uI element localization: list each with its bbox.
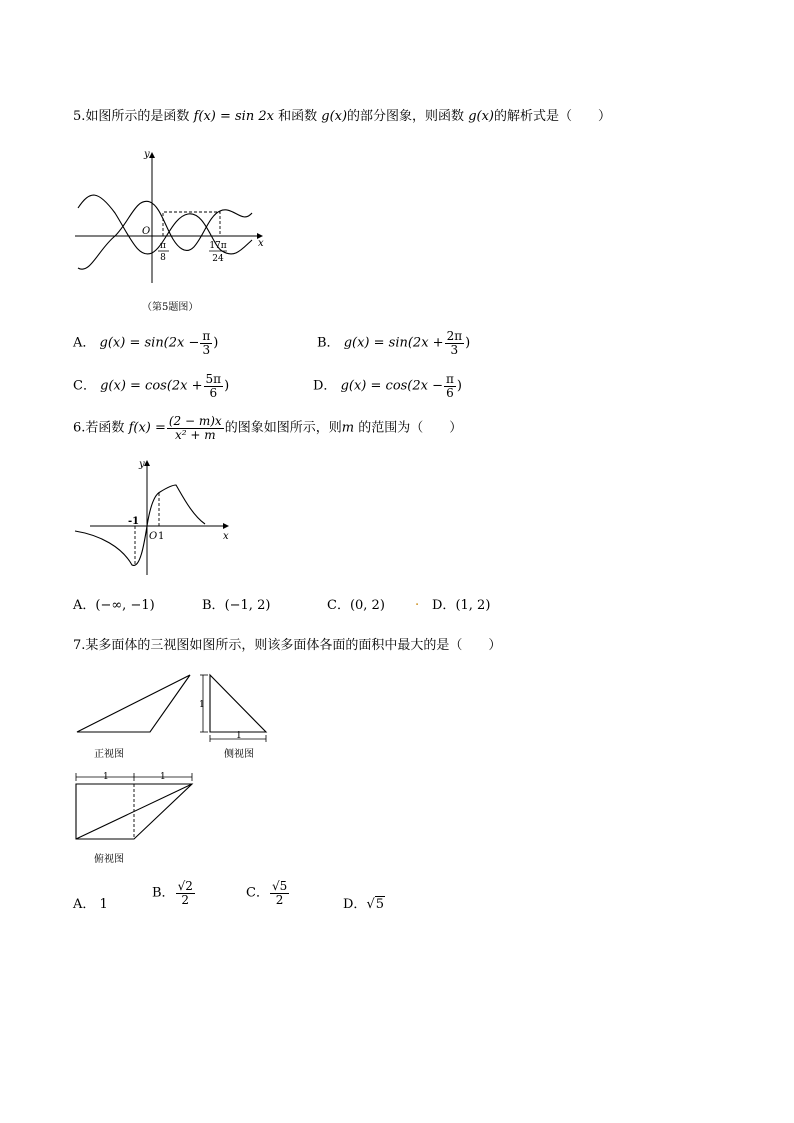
q7-option-c-den: 2 — [275, 892, 284, 907]
q6-stem — [73, 415, 462, 441]
q6-option-a-label: A． — [73, 598, 96, 613]
q5-tick2-num: 17π — [209, 241, 227, 251]
q7-side-height-label: 1 — [199, 700, 205, 710]
q5-option-d-label: D． — [313, 378, 337, 394]
q5-option-b-pre: g(x) = sin(2x + — [343, 335, 444, 351]
q5-option-c-pre: g(x) = cos(2x + — [100, 378, 203, 394]
q7-front-caption: 正视图 — [94, 749, 124, 760]
q5-stem — [73, 105, 611, 124]
q6-text-a: 若函数 — [85, 420, 125, 436]
q5-option-a-label: A． — [73, 335, 96, 351]
q6-option-b-value: (−1, 2) — [224, 598, 271, 613]
q5-option-d-den: 6 — [446, 385, 454, 400]
q7-option-b-label: B． — [152, 885, 175, 901]
q6-text-b: 的图象如图所示，则 — [224, 420, 342, 436]
q5-text-b: 和函数 — [278, 109, 318, 124]
q5-option-d[interactable] — [313, 373, 462, 399]
q5-option-c-post: ) — [224, 378, 230, 394]
q5-option-d-pre: g(x) = cos(2x − — [340, 378, 444, 394]
q5-option-a-pre: g(x) = sin(2x − — [99, 335, 200, 351]
q5-y-label: y — [144, 149, 150, 160]
q6-option-c-value: (0, 2) — [349, 598, 385, 613]
q5-origin-label: O — [142, 226, 151, 237]
q5-option-b-post: ) — [465, 335, 471, 351]
q7-number: 7. — [73, 638, 86, 653]
q6-pos-one-label: 1 — [158, 531, 165, 542]
q5-option-b-den: 3 — [450, 342, 459, 357]
q6-option-b-label: B． — [202, 598, 225, 613]
q5-option-d-num: π — [446, 372, 454, 386]
q7-option-d-label: D． — [343, 897, 367, 912]
q6-origin-label: O — [149, 531, 158, 542]
q5-option-b-label: B． — [317, 335, 340, 351]
q7-option-b[interactable] — [152, 880, 196, 906]
q5-dashed-guides — [163, 212, 220, 236]
q7-option-a-value: 1 — [99, 897, 108, 912]
q5-number: 5. — [73, 109, 86, 124]
q7-stem — [73, 634, 501, 653]
q5-tick2-den: 24 — [212, 254, 224, 264]
q5-g-expr: g(x) — [321, 109, 348, 124]
q5-tick1-den: 8 — [160, 253, 166, 263]
q6-f-pre: f(x) = — [128, 420, 166, 436]
q7-side-triangle — [210, 675, 266, 732]
q5-option-b-frac — [445, 330, 465, 356]
q6-graph — [70, 455, 240, 580]
q6-option-c-label: C． — [327, 598, 350, 613]
q6-option-b[interactable] — [202, 594, 270, 613]
q6-denominator: x² + m — [174, 427, 216, 442]
q5-option-d-post: ) — [456, 378, 462, 394]
q7-option-c-label: C． — [246, 885, 269, 901]
q7-option-c-frac — [270, 880, 289, 906]
q7-option-c[interactable] — [246, 880, 290, 906]
q7-top-view — [70, 770, 200, 842]
q5-option-c-den: 6 — [209, 385, 218, 400]
q5-option-b[interactable] — [317, 330, 470, 356]
q6-neg-one-label: -1 — [128, 516, 140, 527]
q5-text-d: 的解析式是（ ） — [494, 109, 612, 124]
q5-text-a: 如图所示的是函数 — [85, 109, 190, 124]
q7-top-caption: 俯视图 — [94, 854, 124, 865]
q5-option-b-num: 2π — [446, 329, 463, 343]
q6-stray-dot: . — [415, 594, 420, 609]
q6-numerator: (2 − m)x — [168, 414, 222, 428]
q5-option-d-frac — [444, 373, 456, 399]
q6-m: m — [341, 420, 355, 436]
q6-option-c[interactable] — [327, 594, 385, 613]
q5-option-c-num: 5π — [205, 372, 222, 386]
q5-option-a-frac — [200, 330, 212, 356]
q5-g-expr-2: g(x) — [468, 109, 494, 124]
q5-option-a-num: π — [202, 329, 211, 343]
q5-figure-caption: （第5题图） — [142, 302, 199, 313]
q7-option-b-rad: 2 — [185, 879, 193, 893]
q7-front-view — [72, 670, 197, 736]
q5-tick1-num: π — [160, 241, 166, 251]
q5-text-c: 的部分图象，则函数 — [347, 109, 465, 124]
q6-text-c: 的范围为（ ） — [358, 420, 463, 436]
q7-option-d-sqrt: √5 — [366, 897, 385, 912]
q7-text: 某多面体的三视图如图所示，则该多面体各面的面积中最大的是（ ） — [85, 638, 502, 653]
q5-graph — [70, 145, 280, 285]
q5-option-c-frac — [204, 373, 224, 399]
q5-option-c-label: C． — [73, 378, 96, 394]
q7-front-triangle — [77, 675, 190, 732]
q6-option-a-value: (−∞, −1) — [95, 598, 155, 613]
q6-curve — [75, 485, 205, 565]
q7-option-d-rad: 5 — [375, 897, 385, 912]
q5-option-a-den: 3 — [202, 342, 211, 357]
q6-option-d-value: (1, 2) — [455, 598, 491, 613]
q6-option-d[interactable] — [432, 594, 490, 613]
q7-side-caption: 侧视图 — [224, 749, 254, 760]
q7-option-c-num: √5 — [271, 879, 288, 893]
q5-f-expr: f(x) = sin 2x — [193, 109, 274, 124]
q7-top-left-width-label: 1 — [103, 772, 109, 782]
q5-x-label: x — [258, 238, 264, 249]
q6-x-label: x — [223, 531, 229, 542]
q7-option-d[interactable] — [343, 893, 385, 912]
q7-option-b-num: √2 — [177, 879, 193, 893]
q7-side-width-label: 1 — [236, 731, 242, 741]
q7-option-b-den: 2 — [181, 892, 190, 907]
q6-y-label: y — [139, 459, 145, 470]
q6-number: 6. — [73, 420, 86, 436]
q6-option-a[interactable] — [73, 594, 155, 613]
q7-option-a[interactable] — [73, 893, 108, 912]
q7-top-right-width-label: 1 — [160, 772, 166, 782]
q7-option-b-frac — [176, 880, 195, 906]
q5-option-a-post: ) — [213, 335, 219, 351]
q7-option-a-label: A． — [73, 897, 96, 912]
q6-fraction — [167, 415, 224, 441]
q5-option-c[interactable] — [73, 373, 229, 399]
q6-option-d-label: D． — [432, 598, 456, 613]
q5-option-a[interactable] — [73, 330, 218, 356]
q7-option-c-rad: 5 — [279, 879, 288, 893]
q7-side-view — [196, 670, 276, 746]
